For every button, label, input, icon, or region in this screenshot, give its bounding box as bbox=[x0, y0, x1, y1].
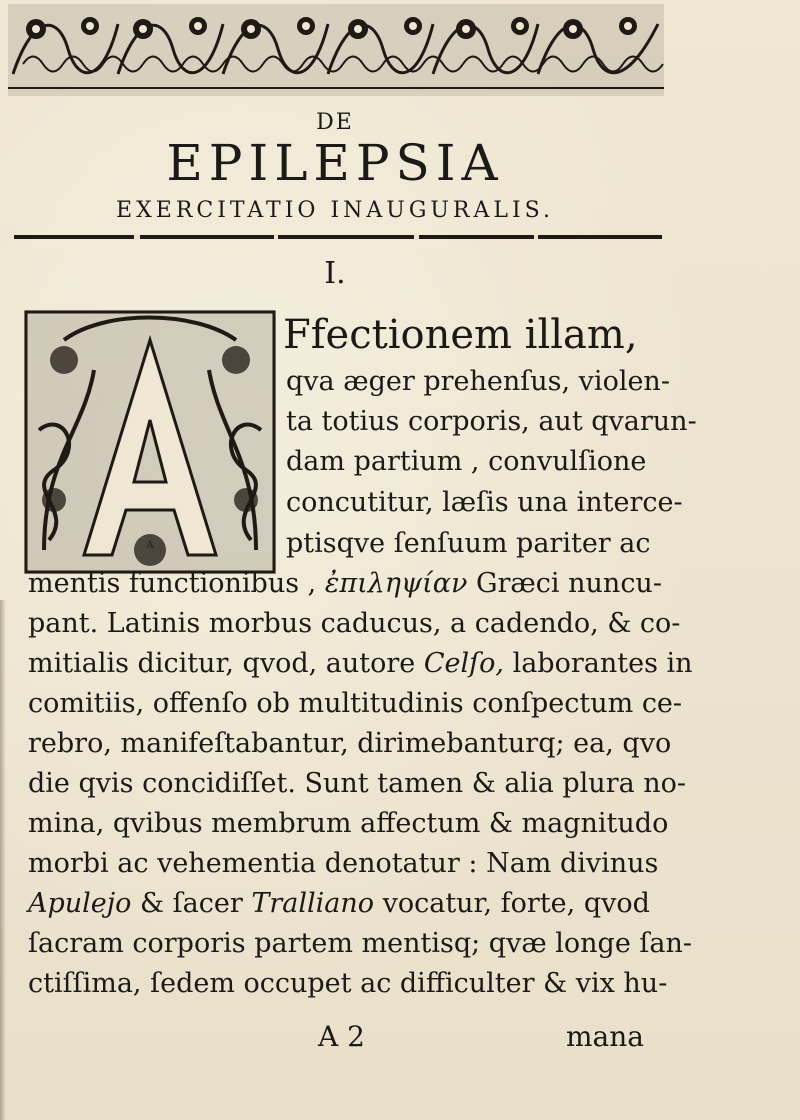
ornamental-headpiece bbox=[8, 4, 664, 96]
catchword: mana bbox=[566, 1020, 644, 1053]
text-line bbox=[28, 568, 662, 599]
title-kicker: DE bbox=[316, 110, 354, 135]
page-subtitle: EXERCITATIO INAUGURALIS. bbox=[116, 198, 554, 223]
text-line: ptisqve ſenſuum pariter ac bbox=[286, 528, 651, 559]
text-line: ctiſſima, ſedem occupet ac difficulter & vix hu- bbox=[28, 968, 668, 999]
text-segment: Græci nuncu- bbox=[475, 568, 662, 599]
text-line bbox=[28, 648, 693, 679]
greek-word: ἐπιληψίαν bbox=[324, 568, 468, 599]
section-number: I. bbox=[324, 256, 346, 291]
text-line bbox=[28, 888, 650, 919]
title-rule-graphic bbox=[14, 234, 662, 240]
title-rule bbox=[14, 234, 662, 240]
text-line: morbi ac vehementia denotatur : Nam divinus bbox=[28, 848, 659, 879]
text-line: rebro, manifeſtabantur, dirimebanturq; ea, qvo bbox=[28, 728, 672, 759]
text-segment: mitialis dicitur, qvod, autore bbox=[28, 648, 416, 679]
text-line: mina, qvibus membrum affectum & magnitudo bbox=[28, 808, 669, 839]
opening-line: Ffectionem illam, bbox=[283, 312, 638, 358]
text-line: die qvis concidiſſet. Sunt tamen & alia plura no- bbox=[28, 768, 687, 799]
page-title: EPILEPSIA bbox=[166, 134, 504, 192]
text-line: ta totius corporis, aut qvarun- bbox=[286, 406, 697, 437]
text-line: pant. Latinis morbus caducus, a cadendo, & co- bbox=[28, 608, 681, 639]
signature-mark: A 2 bbox=[318, 1020, 365, 1053]
text-line: ſacram corporis partem mentisq; qvæ longe ſan- bbox=[28, 928, 693, 959]
author-name: Tralliano bbox=[251, 888, 374, 919]
text-segment: & ſacer bbox=[140, 888, 243, 919]
page-gutter-shadow bbox=[0, 600, 6, 1120]
text-segment: vocatur, forte, qvod bbox=[382, 888, 650, 919]
headpiece-ornament-graphic bbox=[8, 4, 664, 96]
text-line: qva æger prehenſus, violen- bbox=[286, 366, 670, 397]
author-name: Celſo, bbox=[423, 648, 504, 679]
decorated-initial bbox=[24, 310, 276, 574]
initial-letter: A bbox=[146, 540, 154, 551]
text-line: concutitur, læſis una interce- bbox=[286, 487, 683, 518]
text-segment: mentis functionibus , bbox=[28, 568, 317, 599]
text-line: dam partium , convulſione bbox=[286, 446, 647, 477]
author-name: Apulejo bbox=[28, 888, 132, 919]
text-segment: laborantes in bbox=[512, 648, 693, 679]
decorated-initial-graphic bbox=[24, 310, 276, 574]
text-line: comitiis, offenſo ob multitudinis conſpectum ce- bbox=[28, 688, 683, 719]
